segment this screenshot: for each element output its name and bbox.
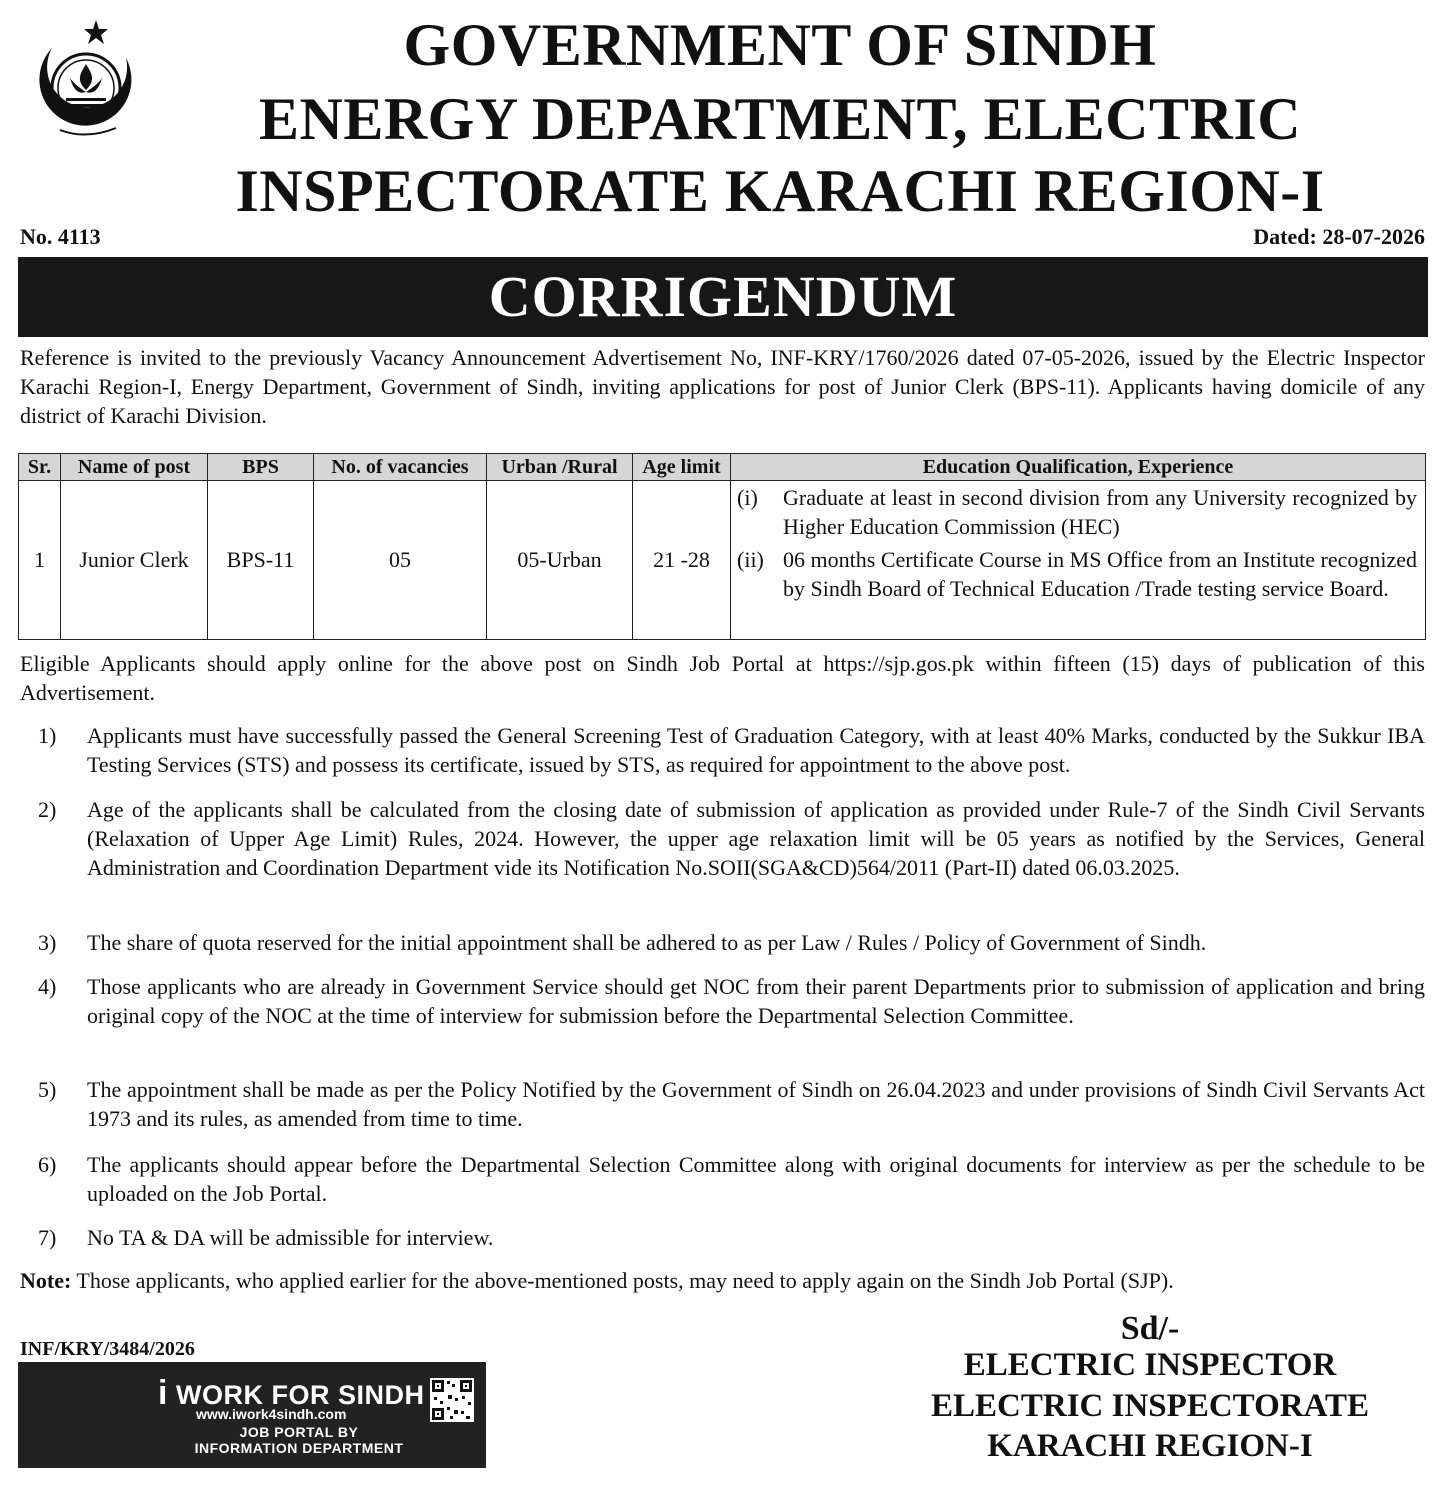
header-line-1: GOVERNMENT OF SINDH — [403, 12, 1157, 78]
condition-item — [20, 1223, 1425, 1252]
corrigendum-banner: CORRIGENDUM — [18, 257, 1428, 337]
condition-text: Those applicants who are already in Government Service should get NOC from their parent Departments prior to submission of application and bring original copy of the NOC at the time of interview for submission before the Departmental Selection Committee. — [87, 974, 1425, 1028]
condition-item — [20, 928, 1425, 957]
qualification-item — [737, 483, 1417, 541]
condition-number: 7) — [38, 1225, 57, 1250]
cell-age-limit: 21 -28 — [633, 481, 731, 640]
note-label: Note: — [20, 1268, 72, 1293]
condition-text: The appointment shall be made as per the Policy Notified by the Government of Sindh on 26.04.2023 and under provisions of Sindh Civil Servants Act 1973 and its rules, as amended from time to time. — [87, 1077, 1425, 1131]
signatory-title-1: ELECTRIC INSPECTOR — [963, 1347, 1337, 1383]
date: Dated: 28-07-2026 — [1253, 224, 1425, 249]
iwork-tagline-2: INFORMATION DEPARTMENT — [194, 1440, 404, 1456]
condition-item — [20, 972, 1425, 1030]
column-header: Urban /Rural — [487, 454, 633, 481]
qualification-number: (i) — [737, 485, 758, 510]
signatory-title-2: ELECTRIC INSPECTORATE — [931, 1388, 1369, 1424]
table-header-row — [19, 454, 1426, 481]
table-row — [19, 481, 1426, 640]
column-header: BPS — [208, 454, 314, 481]
condition-number: 5) — [38, 1077, 57, 1102]
condition-number: 3) — [38, 930, 57, 955]
condition-item — [20, 1075, 1425, 1133]
government-of-sindh-emblem — [30, 18, 142, 146]
condition-number: 6) — [38, 1152, 57, 1177]
column-header: Age limit — [633, 454, 731, 481]
cell-sr: 1 — [19, 481, 61, 640]
column-header: Education Qualification, Experience — [731, 454, 1426, 481]
qualification-number: (ii) — [737, 547, 764, 572]
qualification-text: 06 months Certificate Course in MS Office from an Institute recognized by Sindh Board of Technical Education /Trade testing service Board. — [783, 547, 1417, 601]
note-paragraph — [20, 1266, 1425, 1295]
signatory-title-3: KARACHI REGION-I — [987, 1428, 1313, 1464]
condition-text: No TA & DA will be admissible for interview. — [87, 1225, 494, 1250]
eligibility-paragraph: Eligible Applicants should apply online for the above post on Sindh Job Portal at https://sjp.gos.pk within fifteen (15) days of publication of this Advertisement. — [20, 651, 1425, 705]
reference-number: No. 4113 — [20, 224, 101, 249]
condition-item — [20, 795, 1425, 882]
qualification-text: Graduate at least in second division from any University recognized by Higher Education Commission (HEC) — [783, 485, 1417, 539]
condition-item — [20, 721, 1425, 779]
column-header: Sr. — [19, 454, 61, 481]
iwork-for-sindh-banner — [18, 1362, 486, 1468]
header-line-2: ENERGY DEPARTMENT, ELECTRIC — [258, 86, 1302, 152]
qualification-item — [737, 545, 1417, 603]
vacancy-table — [18, 453, 1426, 640]
cell-qualifications — [731, 481, 1426, 640]
condition-text: The applicants should appear before the Departmental Selection Committee along with original documents for interview as per the schedule to be uploaded on the Job Portal. — [87, 1152, 1425, 1206]
intro-paragraph: Reference is invited to the previously Vacancy Announcement Advertisement No, INF-KRY/1760/2026 dated 07-05-2026, issued by the Electric Inspector Karachi Region-I, Energy Department, Government of Sindh, inviting applications for post of Junior Clerk (BPS-11). Applicants having domicile of any district of Karachi Division. — [20, 345, 1425, 428]
cell-urban-rural: 05-Urban — [487, 481, 633, 640]
note-text: Those applicants, who applied earlier for the above-mentioned posts, may need to apply again on the Sindh Job Portal (SJP). — [71, 1268, 1174, 1293]
header-line-3: INSPECTORATE KARACHI REGION-I — [235, 158, 1325, 224]
cell-bps: BPS-11 — [208, 481, 314, 640]
condition-text: Age of the applicants shall be calculated from the closing date of submission of application as provided under Rule-7 of the Sindh Civil Servants (Relaxation of Upper Age Limit) Rules, 2024. However, the upper age relaxation limit will be 05 years as notified by the Services, General Administration and Coordination Department vide its Notification No.SOII(SGA&CD)564/2011 (Part-II) dated 06.03.2025. — [87, 797, 1425, 880]
condition-number: 1) — [38, 723, 57, 748]
condition-text: The share of quota reserved for the initial appointment shall be adhered to as per Law / Rules / Policy of Government of Sindh. — [87, 930, 1207, 955]
cell-vacancies: 05 — [314, 481, 487, 640]
column-header: Name of post — [61, 454, 208, 481]
condition-text: Applicants must have successfully passed the General Screening Test of Graduation Category, with at least 40% Marks, conducted by the Sukkur IBA Testing Services (STS) and possess its certificate, issued by STS, as required for appointment to the above post. — [87, 723, 1425, 777]
condition-number: 4) — [38, 974, 57, 999]
qr-code-icon — [430, 1378, 474, 1422]
iwork-brand: i WORK FOR SINDH — [158, 1374, 425, 1412]
condition-item — [20, 1150, 1425, 1208]
cell-post: Junior Clerk — [61, 481, 208, 640]
condition-number: 2) — [38, 797, 57, 822]
signature-sd: Sd/- — [1120, 1310, 1180, 1347]
inf-number: INF/KRY/3484/2026 — [20, 1338, 195, 1360]
iwork-tagline-1: JOB PORTAL BY — [239, 1424, 359, 1440]
iwork-url: www.iwork4sindh.com — [196, 1406, 347, 1422]
column-header: No. of vacancies — [314, 454, 487, 481]
